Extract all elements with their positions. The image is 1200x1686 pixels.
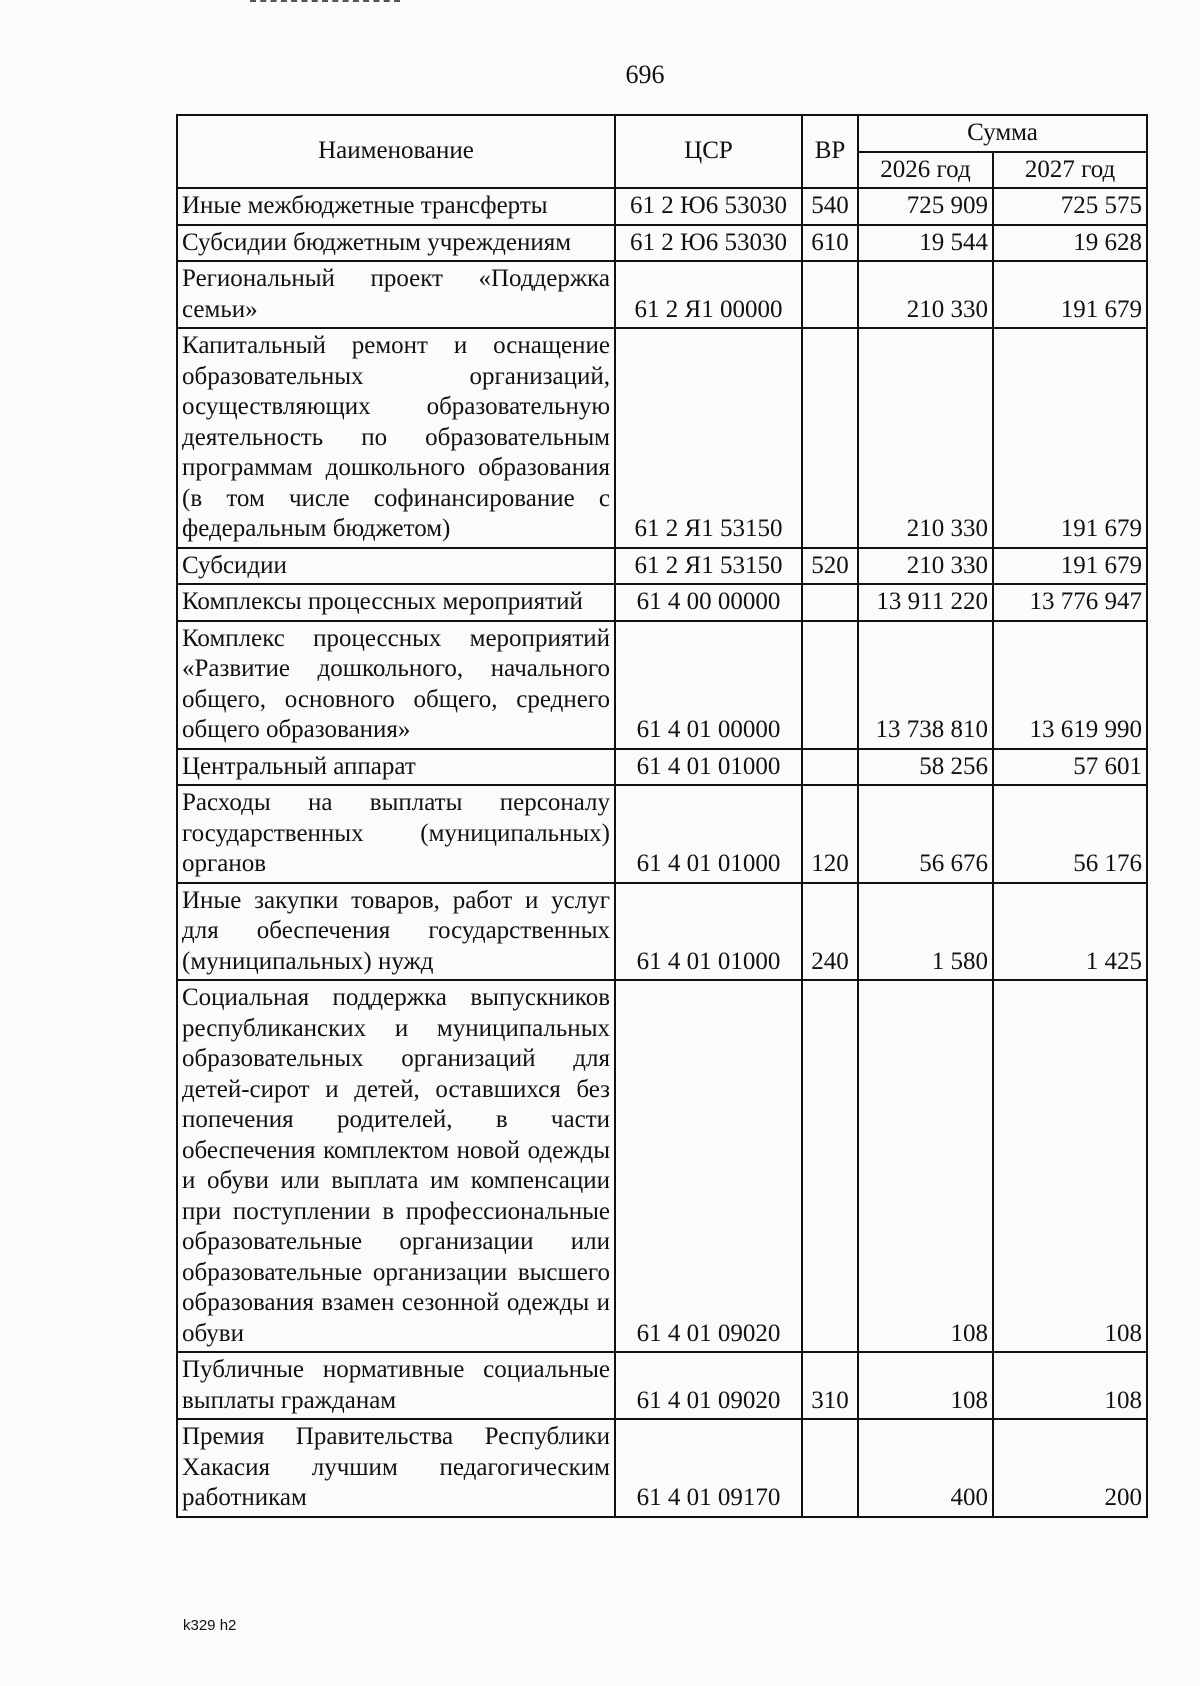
row-amount-2026: 13 911 220 [858,584,993,621]
row-amount-2027: 200 [993,1419,1147,1517]
row-amount-2026: 400 [858,1419,993,1517]
row-csr-code: 61 4 01 09020 [615,1352,802,1419]
row-amount-2027: 191 679 [993,548,1147,585]
row-vr-code: 240 [802,883,858,981]
budget-table [176,114,1148,1518]
row-csr-code: 61 4 01 09170 [615,1419,802,1517]
table-row [177,328,1147,548]
table-row [177,785,1147,883]
row-amount-2026: 210 330 [858,328,993,548]
row-name: Иные межбюджетные трансферты [177,188,615,225]
row-vr-code: 310 [802,1352,858,1419]
table-row [177,883,1147,981]
table-row [177,621,1147,749]
row-amount-2027: 108 [993,980,1147,1352]
row-vr-code [802,980,858,1352]
row-name: Иные закупки товаров, работ и услуг для обеспечения государственных (муниципальных) нужд [177,883,615,981]
row-name: Региональный проект «Поддержка семьи» [177,261,615,328]
header-vr: ВР [802,115,858,188]
row-csr-code: 61 4 00 00000 [615,584,802,621]
table-row [177,188,1147,225]
row-csr-code: 61 2 Ю6 53030 [615,188,802,225]
row-amount-2027: 19 628 [993,225,1147,262]
row-name: Субсидии бюджетным учреждениям [177,225,615,262]
row-amount-2026: 108 [858,1352,993,1419]
row-amount-2026: 210 330 [858,261,993,328]
row-amount-2027: 13 619 990 [993,621,1147,749]
row-amount-2027: 191 679 [993,328,1147,548]
row-vr-code [802,261,858,328]
table-header [177,115,1147,188]
row-csr-code: 61 4 01 00000 [615,621,802,749]
row-csr-code: 61 2 Я1 53150 [615,548,802,585]
row-vr-code: 520 [802,548,858,585]
header-sum: Сумма [858,115,1147,152]
row-csr-code: 61 4 01 01000 [615,883,802,981]
row-name: Субсидии [177,548,615,585]
row-amount-2027: 1 425 [993,883,1147,981]
header-csr: ЦСР [615,115,802,188]
row-csr-code: 61 4 01 09020 [615,980,802,1352]
table-row [177,749,1147,786]
row-csr-code: 61 2 Я1 00000 [615,261,802,328]
row-name: Публичные нормативные социальные выплаты гражданам [177,1352,615,1419]
row-amount-2027: 191 679 [993,261,1147,328]
row-amount-2026: 13 738 810 [858,621,993,749]
header-year-2026: 2026 год [858,152,993,189]
table-row [177,980,1147,1352]
row-vr-code [802,328,858,548]
table-row [177,225,1147,262]
row-amount-2026: 19 544 [858,225,993,262]
row-amount-2027: 725 575 [993,188,1147,225]
row-amount-2027: 57 601 [993,749,1147,786]
row-csr-code: 61 2 Я1 53150 [615,328,802,548]
row-name: Капитальный ремонт и оснащение образовательных организаций, осуществляющих образовательную деятельность по образовательным программам дошкольного образования (в том числе софинансирование с федеральным бюджетом) [177,328,615,548]
table-row [177,1419,1147,1517]
row-amount-2027: 56 176 [993,785,1147,883]
row-name: Расходы на выплаты персоналу государственных (муниципальных) органов [177,785,615,883]
row-vr-code [802,749,858,786]
row-amount-2027: 108 [993,1352,1147,1419]
row-amount-2026: 56 676 [858,785,993,883]
footer-code: k329 h2 [183,1617,237,1634]
row-name: Премия Правительства Республики Хакасия лучшим педагогическим работникам [177,1419,615,1517]
row-vr-code: 610 [802,225,858,262]
row-name: Центральный аппарат [177,749,615,786]
row-vr-code: 120 [802,785,858,883]
row-amount-2026: 108 [858,980,993,1352]
row-amount-2026: 210 330 [858,548,993,585]
page-number: 696 [625,60,665,89]
row-name: Комплекс процессных мероприятий «Развитие дошкольного, начального общего, основного общего, среднего общего образования» [177,621,615,749]
row-amount-2026: 58 256 [858,749,993,786]
row-vr-code [802,584,858,621]
scan-edge-mark [250,0,400,5]
table-row [177,261,1147,328]
table-row [177,548,1147,585]
row-csr-code: 61 4 01 01000 [615,785,802,883]
row-amount-2026: 1 580 [858,883,993,981]
table-body [177,188,1147,1517]
row-vr-code: 540 [802,188,858,225]
header-name: Наименование [177,115,615,188]
row-amount-2027: 13 776 947 [993,584,1147,621]
row-csr-code: 61 2 Ю6 53030 [615,225,802,262]
table-row [177,1352,1147,1419]
row-vr-code [802,621,858,749]
row-name: Комплексы процессных мероприятий [177,584,615,621]
header-year-2027: 2027 год [993,152,1147,189]
row-amount-2026: 725 909 [858,188,993,225]
row-csr-code: 61 4 01 01000 [615,749,802,786]
row-vr-code [802,1419,858,1517]
row-name: Социальная поддержка выпускников республиканских и муниципальных образовательных организаций для детей-сирот и детей, оставшихся без попечения родителей, в части обеспечения комплектом новой одежды и обуви или выплата им компенсации при поступлении в профессиональные образовательные организации или образовательные организации высшего образования взамен сезонной одежды и обуви [177,980,615,1352]
table-row [177,584,1147,621]
